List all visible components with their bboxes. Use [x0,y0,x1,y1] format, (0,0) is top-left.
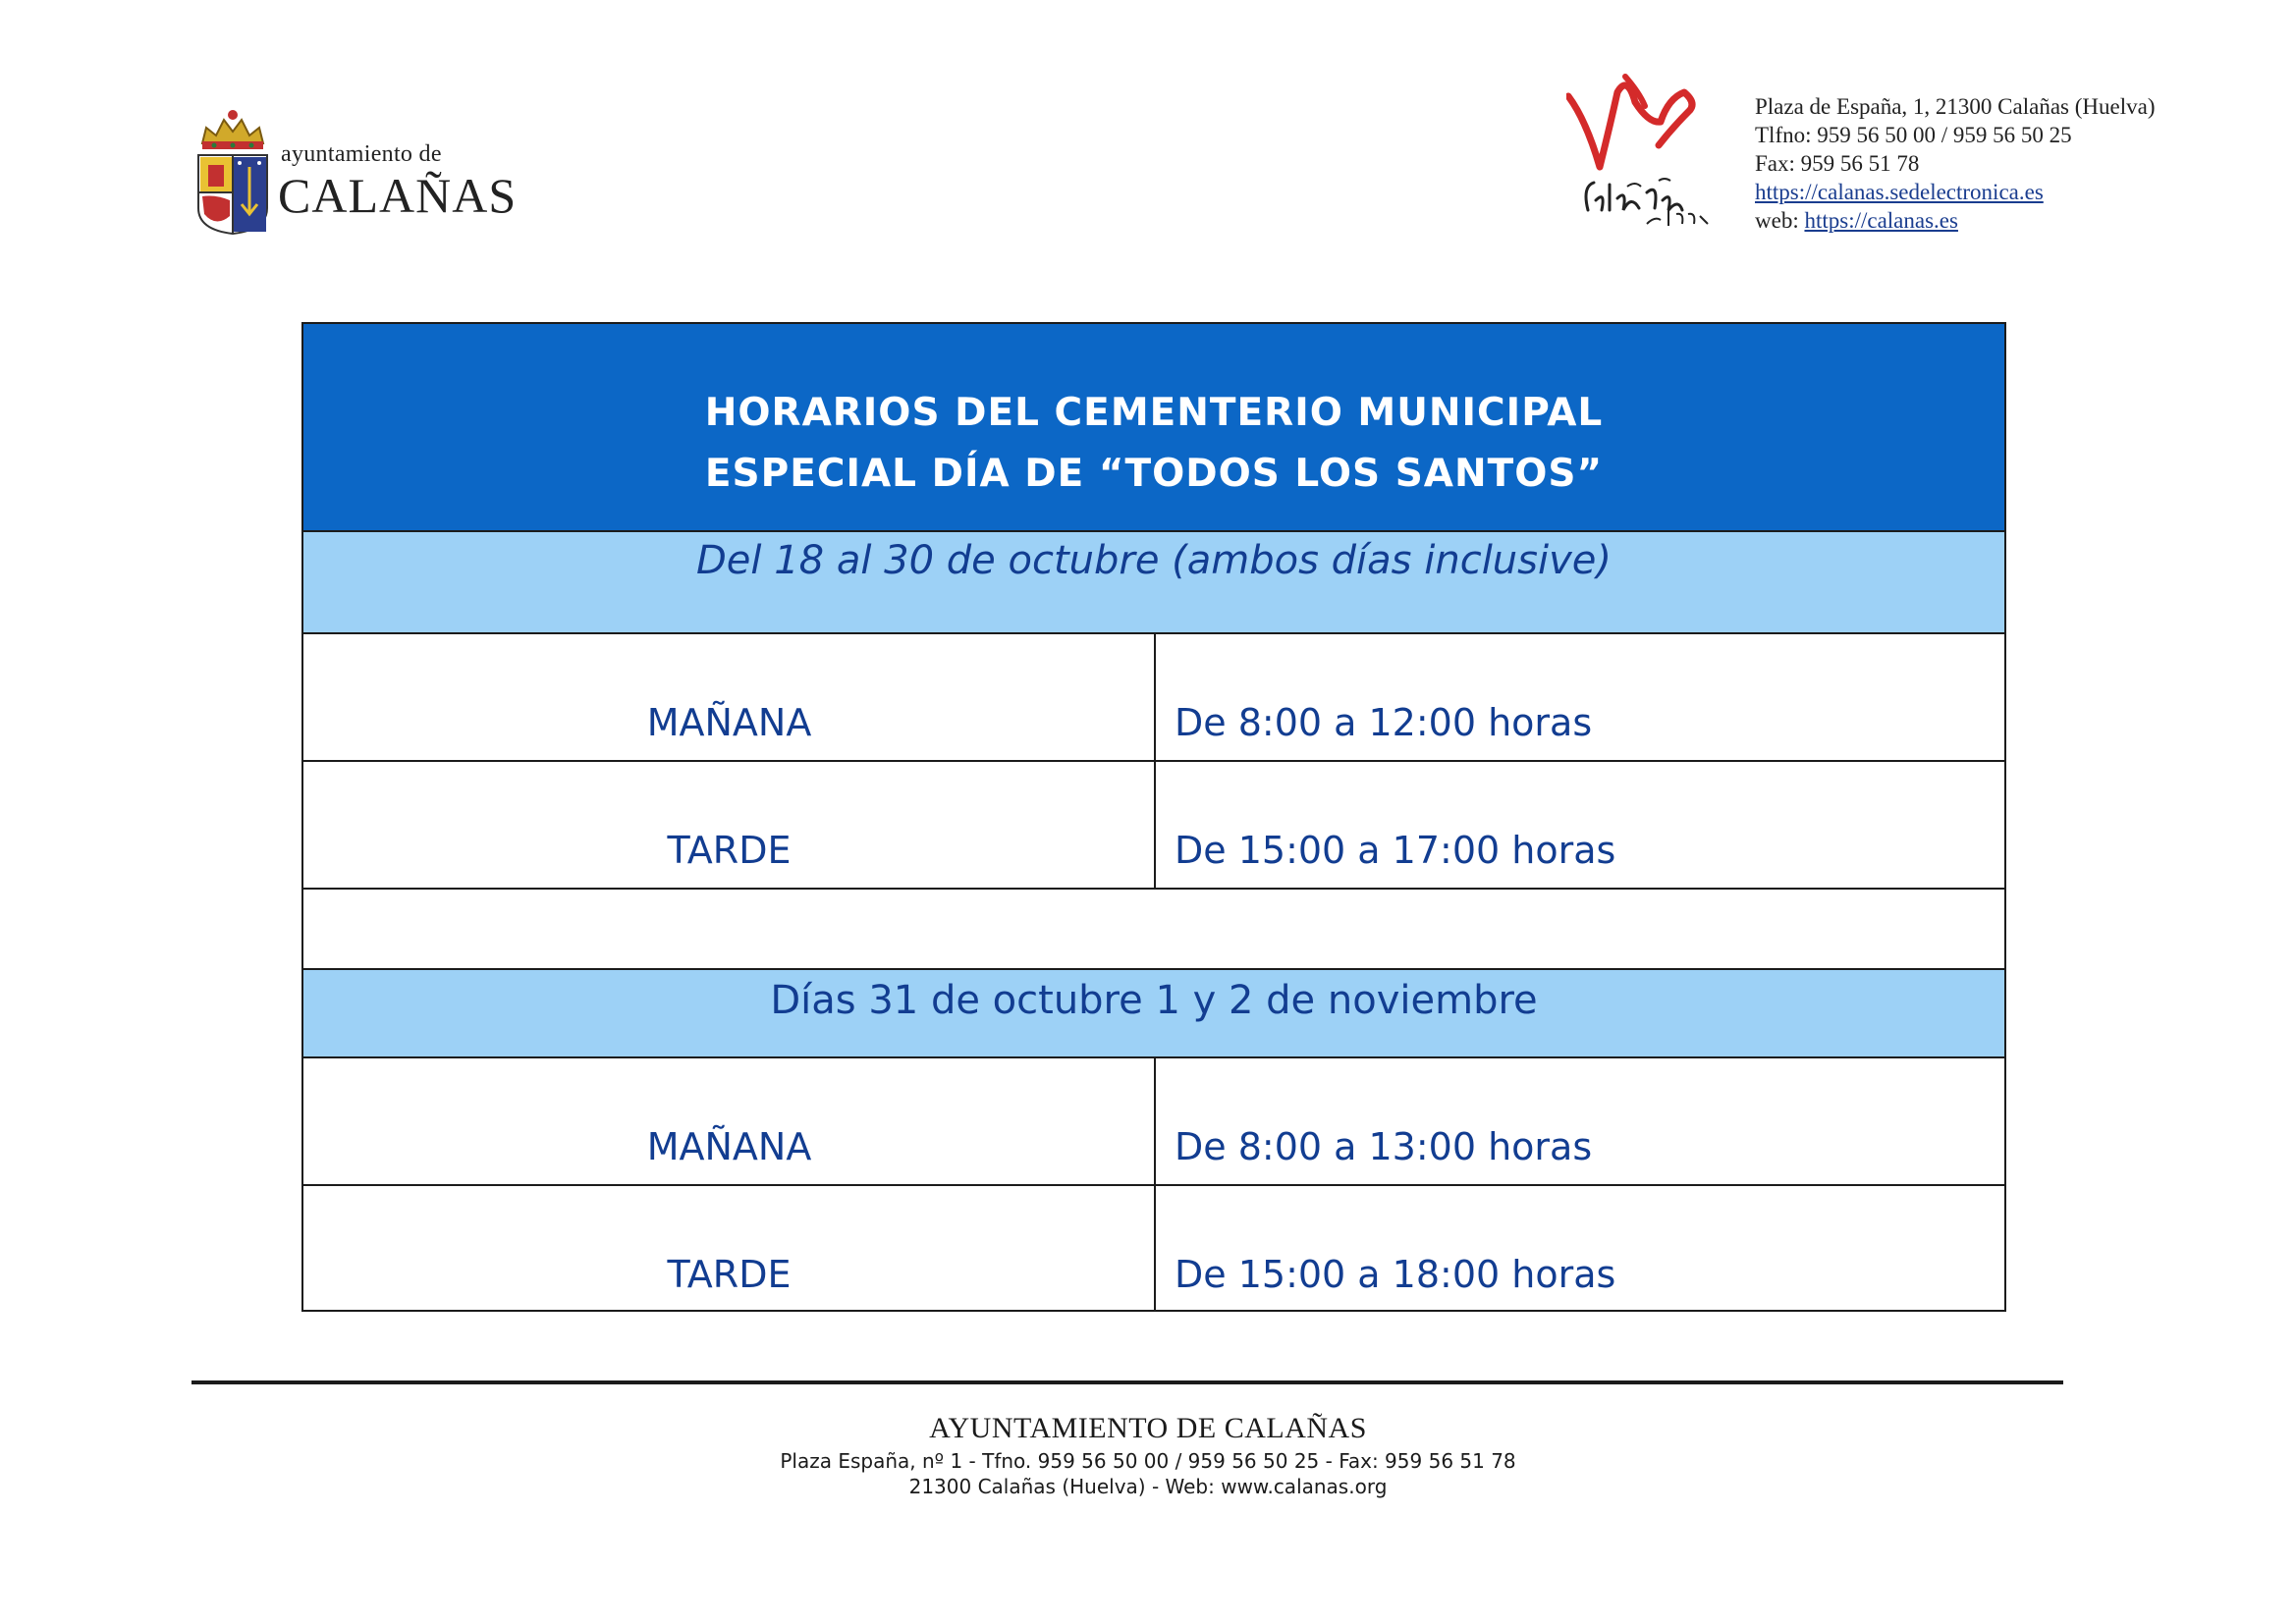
footer-address-line: Plaza España, nº 1 - Tfno. 959 56 50 00 / 959 56 50 25 - Fax: 959 56 51 78 [780,1449,1516,1473]
period-heading-text: Del 18 al 30 de octubre (ambos días inclusive) [695,538,1612,583]
schedule-title-line-2: ESPECIAL DÍA DE “TODOS LOS SANTOS” [704,452,1604,496]
column-divider [1154,1058,1156,1184]
footer-web-line: 21300 Calañas (Huelva) - Web: www.calanas.org [908,1475,1388,1498]
table-row [303,634,2004,762]
shift-hours: De 8:00 a 13:00 horas [1175,1125,1593,1168]
table-row [303,762,2004,890]
schedule-title-line-1: HORARIOS DEL CEMENTERIO MUNICIPAL [704,391,1604,435]
table-row [303,1058,2004,1186]
coat-of-arms-logo [194,106,271,236]
period-heading-text: Días 31 de octubre 1 y 2 de noviembre [770,978,1538,1023]
contact-block [1755,92,2155,235]
contact-phone: Tlfno: 959 56 50 00 / 959 56 50 25 [1755,123,2072,147]
shift-label: TARDE [667,829,792,872]
shift-label: TARDE [667,1253,792,1296]
website-link[interactable]: https://calanas.es [1804,208,1958,233]
contact-fax: Fax: 959 56 51 78 [1755,151,1920,176]
column-divider [1154,762,1156,888]
period-heading-2 [303,968,2004,1058]
shift-hours: De 15:00 a 17:00 horas [1175,829,1616,872]
schedule-title-band [303,324,2004,530]
shift-label: MAÑANA [646,1125,812,1168]
municipality-prefix: ayuntamiento de [281,141,442,167]
period-heading-1 [303,530,2004,634]
contact-address: Plaza de España, 1, 21300 Calañas (Huelva) [1755,94,2156,119]
shift-hours: De 15:00 a 18:00 horas [1175,1253,1616,1296]
municipality-name: CALAÑAS [278,168,518,223]
column-divider [1154,1186,1156,1312]
shift-label: MAÑANA [646,701,812,744]
empty-spacer-row [303,890,2004,968]
calanas-brand-logo [1566,63,1719,230]
web-label: web: [1755,208,1799,233]
sede-electronica-link[interactable]: https://calanas.sedelectronica.es [1755,180,2044,204]
shift-hours: De 8:00 a 12:00 horas [1175,701,1593,744]
column-divider [1154,634,1156,760]
footer-organization: AYUNTAMIENTO DE CALAÑAS [929,1412,1367,1444]
cemetery-schedule-table [301,322,2006,1312]
footer-divider [191,1380,2063,1384]
table-row [303,1186,2004,1312]
